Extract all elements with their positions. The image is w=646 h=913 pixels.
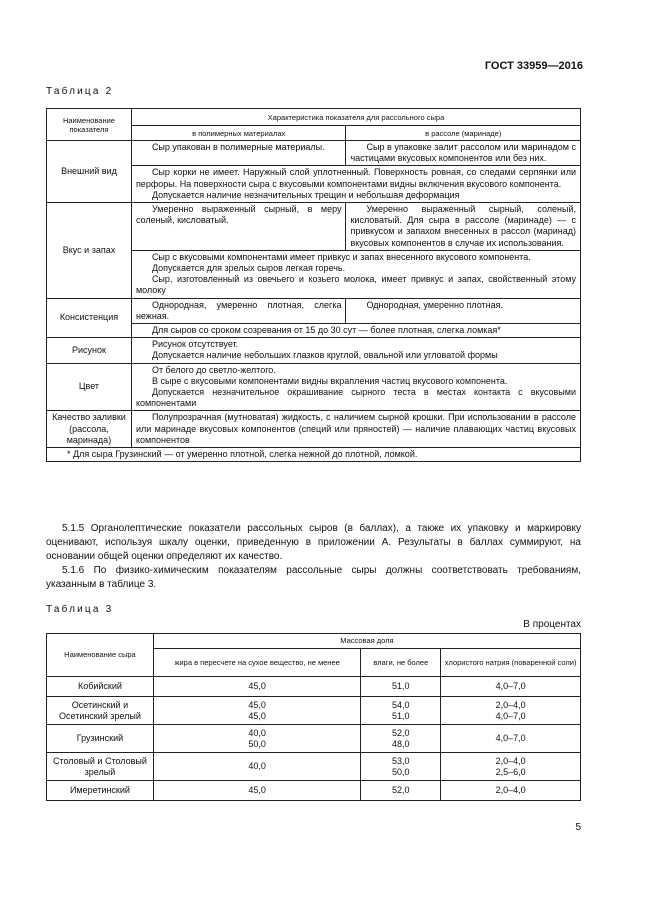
taste-name: Вкус и запах	[47, 203, 132, 299]
paragraph-5-1-5: 5.1.5 Органолептические показатели рассольных сыров (в баллах), а также их упаковку и маркировку оценивают, используя шкалу оценки, приведенную в приложении А. Результаты в баллах суммируют, на основании общей оценки определяют их качество.	[46, 523, 581, 562]
consistency-common: Для сыров со сроком созревания от 15 до 30 сут — более плотная, слегка ломкая*	[131, 324, 580, 338]
page-number: 5	[575, 822, 581, 833]
cheese-name: Столовый и Столовый зрелый	[47, 753, 154, 781]
moisture-value: 54,0 51,0	[361, 697, 441, 725]
cheese-name: Осетинский и Осетинский зрелый	[47, 697, 154, 725]
fat-value: 40,0 50,0	[153, 725, 361, 753]
table2-col-group: Характеристика показателя для рассольного сыра	[131, 109, 580, 126]
table-row	[47, 697, 581, 725]
table3-units: В процентах	[523, 619, 581, 630]
table-row	[47, 677, 581, 697]
filling-text: Полупрозрачная (мутноватая) жидкость, с наличием сырной крошки. При использовании в рассоле или маринаде вкусовых компонентов (специй или пряностей) — наличие плавающих частиц вкусовых компонентов	[131, 411, 580, 448]
appearance-name: Внешний вид	[47, 141, 132, 203]
cheese-name: Кобийский	[47, 677, 154, 697]
pattern-name: Рисунок	[47, 338, 132, 363]
salt-value: 2,0–4,0 2,5–6,0	[441, 753, 581, 781]
salt-value: 2,0–4,0	[441, 781, 581, 801]
consistency-polymer: Однородная, умеренно плотная, слегка нежная.	[131, 298, 346, 323]
taste-common: Сыр с вкусовыми компонентами имеет привкус и запах внесенного вкусового компонента. Допускается для зрелых сыров легкая горечь. Сыр, изготовленный из овечьего и козьего молока, имеет привкус и запах, свойственный этому молоку	[131, 250, 580, 298]
document-code: ГОСТ 33959—2016	[484, 60, 583, 72]
fat-value: 45,0	[153, 677, 361, 697]
paragraph-5-1-6: 5.1.6 По физико-химическим показателям рассольные сыры должны соответствовать требованиям, указанным в таблице 3.	[46, 565, 581, 590]
filling-name: Качество заливки (рассола, маринада)	[47, 411, 132, 448]
salt-value: 2,0–4,0 4,0–7,0	[441, 697, 581, 725]
table3-caption: Таблица 3	[46, 604, 114, 615]
moisture-value: 52,0	[361, 781, 441, 801]
table-row	[47, 781, 581, 801]
moisture-value: 51,0	[361, 677, 441, 697]
moisture-value: 53,0 50,0	[361, 753, 441, 781]
table3-col-salt: хлористого натрия (поваренной соли)	[441, 649, 581, 677]
table-3	[46, 633, 581, 801]
appearance-brine: Сыр в упаковке залит рассолом или маринадом с частицами вкусовых компонентов или без них.	[346, 141, 581, 166]
taste-brine: Умеренно выраженный сырный, соленый, кисловатый. Для сыра в рассоле (маринаде) — с привкусом и запахом внесенных в рассол (маринад) вкусовых компонентов в случае их использования.	[346, 203, 581, 251]
cheese-name: Имеретинский	[47, 781, 154, 801]
taste-polymer: Умеренно выраженный сырный, в меру соленый, кисловатый.	[131, 203, 346, 251]
table3-col-group: Массовая доля	[153, 634, 580, 649]
table3-col-name: Наименование сыра	[47, 634, 154, 677]
table3-col-fat: жира в пересчете на сухое вещество, не менее	[153, 649, 361, 677]
table2-sub-polymer: в полимерных материалах	[131, 126, 346, 141]
appearance-common: Сыр корки не имеет. Наружный слой уплотненный. Поверхность ровная, со следами серпянки или перфоры. На поверхности сыра с вкусовыми компонентами видны включения вкусового компонента. Допускается наличие незначительных трещин и небольшая деформация	[131, 166, 580, 203]
consistency-name: Консистенция	[47, 298, 132, 338]
salt-value: 4,0–7,0	[441, 677, 581, 697]
table2-caption: Таблица 2	[46, 86, 114, 97]
table2-sub-brine: в рассоле (маринаде)	[346, 126, 581, 141]
table-row	[47, 725, 581, 753]
fat-value: 45,0	[153, 781, 361, 801]
color-name: Цвет	[47, 363, 132, 411]
table2-footnote: * Для сыра Грузинский — от умеренно плотной, слегка нежной до плотной, ломкой.	[47, 448, 581, 462]
table-2	[46, 108, 581, 462]
table-row	[47, 753, 581, 781]
fat-value: 45,0 45,0	[153, 697, 361, 725]
pattern-text: Рисунок отсутствует. Допускается наличие небольших глазков круглой, овальной или угловатой формы	[131, 338, 580, 363]
salt-value: 4,0–7,0	[441, 725, 581, 753]
appearance-polymer: Сыр упакован в полимерные материалы.	[131, 141, 346, 166]
color-text: От белого до светло-желтого. В сыре с вкусовыми компонентами видны вкрапления частиц вкусового компонента. Допускается незначительное окрашивание сырного теста в местах контакта с вкусовыми компонентами	[131, 363, 580, 411]
table3-col-moisture: влаги, не более	[361, 649, 441, 677]
fat-value: 40,0	[153, 753, 361, 781]
table2-col-name: Наименование показателя	[47, 109, 132, 141]
moisture-value: 52,0 48,0	[361, 725, 441, 753]
cheese-name: Грузинский	[47, 725, 154, 753]
consistency-brine: Однородная, умеренно плотная.	[346, 298, 581, 323]
